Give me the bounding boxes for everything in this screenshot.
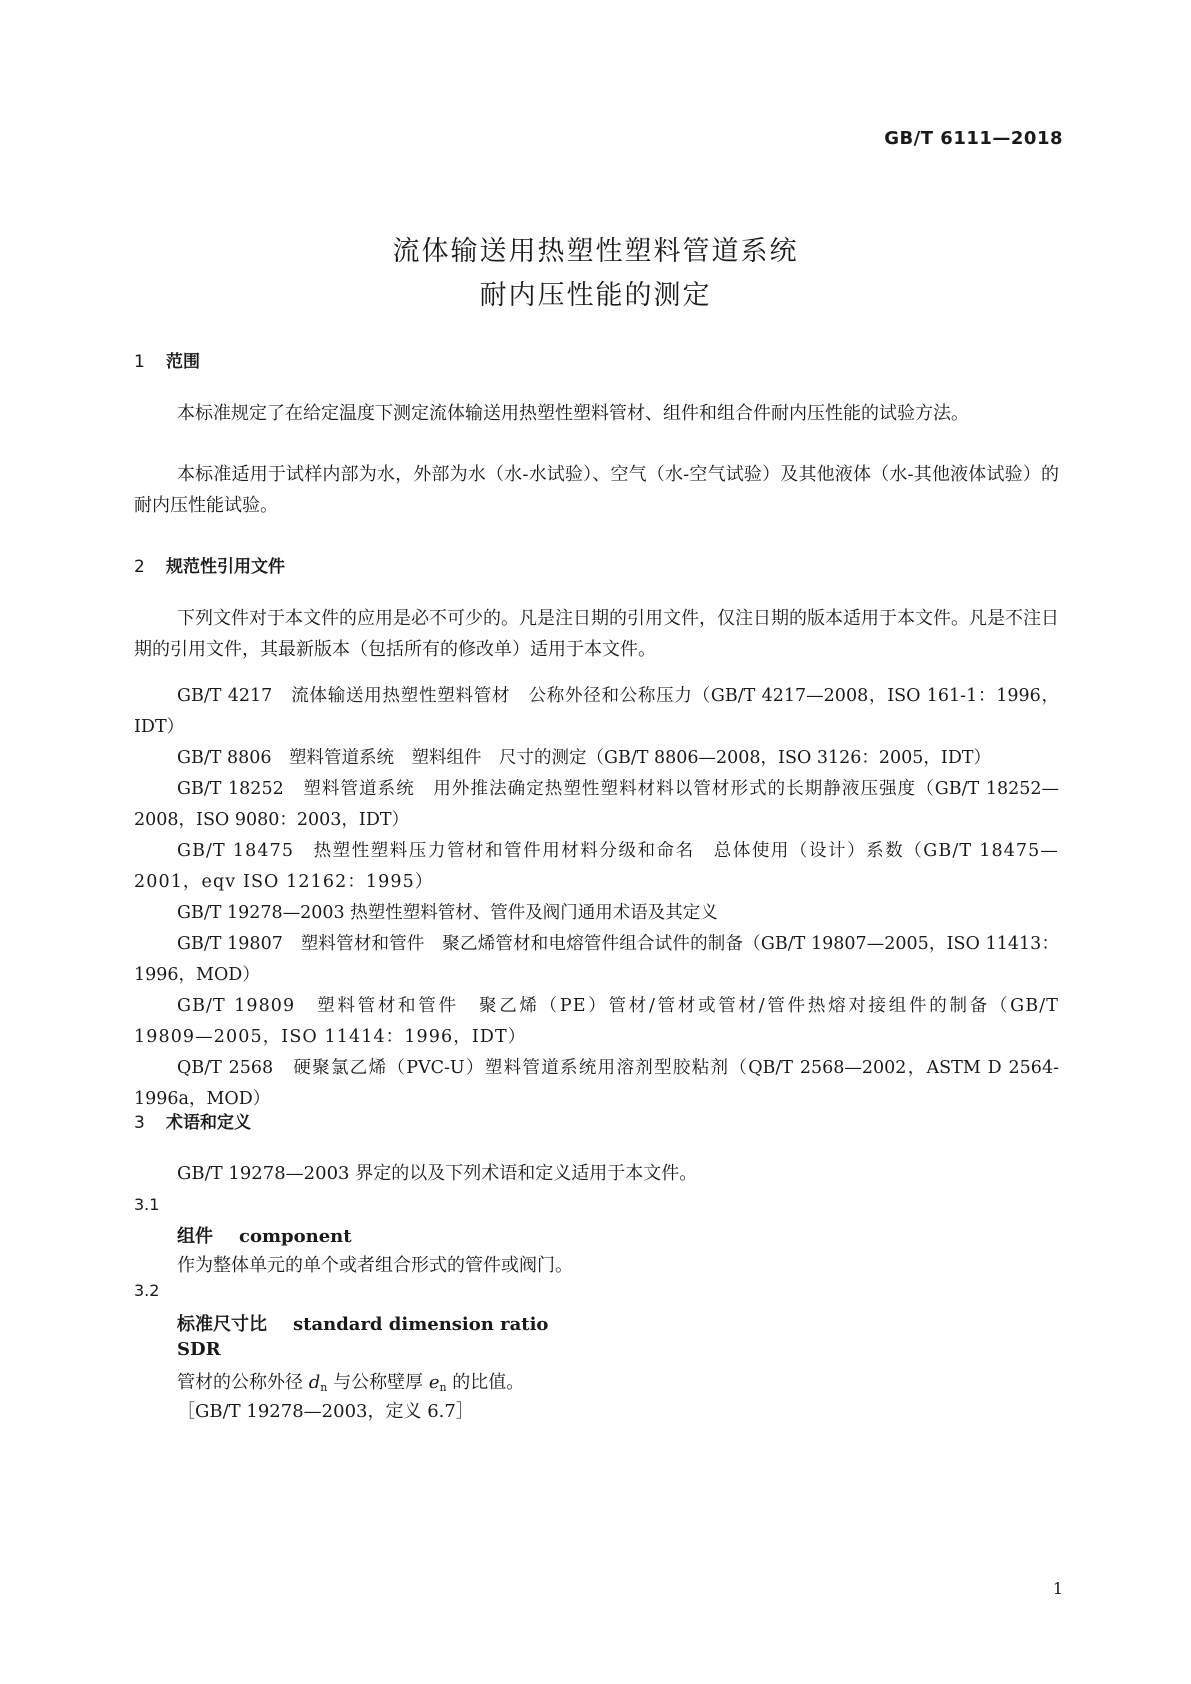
term-abbreviation: SDR — [177, 1339, 221, 1360]
section-3-heading — [134, 1108, 251, 1133]
section-title: 规范性引用文件 — [166, 557, 285, 577]
reference-item: GB/T 4217 流体输送用热塑性塑料管材 公称外径和公称压力（GB/T 4217—2008，ISO 161-1：1996，IDT） — [134, 686, 1059, 737]
section-2-heading — [134, 552, 285, 577]
page-number: 1 — [1052, 1579, 1063, 1598]
section-title: 术语和定义 — [166, 1113, 251, 1133]
reference-item: GB/T 18475 热塑性塑料压力管材和管件用材料分级和命名 总体使用（设计）系数（GB/T 18475—2001，eqv ISO 12162：1995） — [134, 841, 1059, 892]
reference-item: GB/T 19809 塑料管材和管件 聚乙烯（PE）管材/管材或管材/管件热熔对接组件的制备（GB/T 19809—2005，ISO 11414：1996，IDT） — [134, 996, 1059, 1047]
term-chinese: 标准尺寸比 — [177, 1314, 267, 1335]
term-english: component — [239, 1226, 352, 1247]
reference-list — [134, 681, 1059, 1115]
section-number: 3 — [134, 1113, 145, 1133]
document-title-line-2: 耐内压性能的测定 — [479, 280, 712, 311]
term-english: standard dimension ratio — [293, 1314, 549, 1335]
definition-text: 与公称壁厚 — [327, 1372, 429, 1393]
reference-item: GB/T 8806 塑料管道系统 塑料组件 尺寸的测定（GB/T 8806—2008，ISO 3126：2005，IDT） — [177, 748, 992, 768]
term-entry — [177, 1222, 352, 1248]
reference-item: QB/T 2568 硬聚氯乙烯（PVC-U）塑料管道系统用溶剂型胶粘剂（QB/T 2568—2002，ASTM D 2564-1996a，MOD） — [134, 1058, 1059, 1109]
term-number: 3.1 — [134, 1195, 160, 1214]
reference-item: GB/T 19278—2003 热塑性塑料管材、管件及阀门通用术语及其定义 — [177, 903, 718, 923]
definition-text: 管材的公称外径 — [177, 1372, 309, 1393]
section-number: 2 — [134, 557, 145, 577]
standard-code: GB/T 6111—2018 — [884, 128, 1063, 149]
definition-text: 的比值。 — [446, 1372, 525, 1393]
reference-item: GB/T 19807 塑料管材和管件 聚乙烯管材和电熔管件组合试件的制备（GB/T 19807—2005，ISO 11413：1996，MOD） — [134, 934, 1059, 985]
term-number: 3.2 — [134, 1281, 160, 1300]
term-chinese: 组件 — [177, 1226, 213, 1247]
variable-d: d — [308, 1372, 321, 1393]
subscript-n: n — [439, 1381, 447, 1394]
scope-paragraph-2: 本标准适用于试样内部为水，外部为水（水-水试验）、空气（水-空气试验）及其他液体（水-其他液体试验）的耐内压性能试验。 — [134, 464, 1059, 516]
section-number: 1 — [134, 352, 145, 372]
section-1-heading — [134, 347, 200, 372]
normative-refs-intro: 下列文件对于本文件的应用是必不可少的。凡是注日期的引用文件，仅注日期的版本适用于本文件。凡是不注日期的引用文件，其最新版本（包括所有的修改单）适用于本文件。 — [134, 608, 1059, 660]
term-source: ［GB/T 19278—2003，定义 6.7］ — [177, 1401, 474, 1422]
terms-intro: GB/T 19278—2003 界定的以及下列术语和定义适用于本文件。 — [177, 1163, 698, 1184]
term-definition — [177, 1368, 524, 1394]
section-title: 范围 — [166, 352, 200, 372]
subscript-n: n — [320, 1381, 328, 1394]
scope-paragraph-1: 本标准规定了在给定温度下测定流体输送用热塑性塑料管材、组件和组合件耐内压性能的试验方法。 — [177, 403, 969, 424]
document-title-line-1: 流体输送用热塑性塑料管道系统 — [392, 236, 799, 267]
variable-e: e — [428, 1372, 440, 1393]
reference-item: GB/T 18252 塑料管道系统 用外推法确定热塑性塑料材料以管材形式的长期静液压强度（GB/T 18252—2008，ISO 9080：2003，IDT） — [134, 779, 1059, 830]
term-entry — [177, 1310, 548, 1336]
term-definition: 作为整体单元的单个或者组合形式的管件或阀门。 — [177, 1255, 573, 1276]
